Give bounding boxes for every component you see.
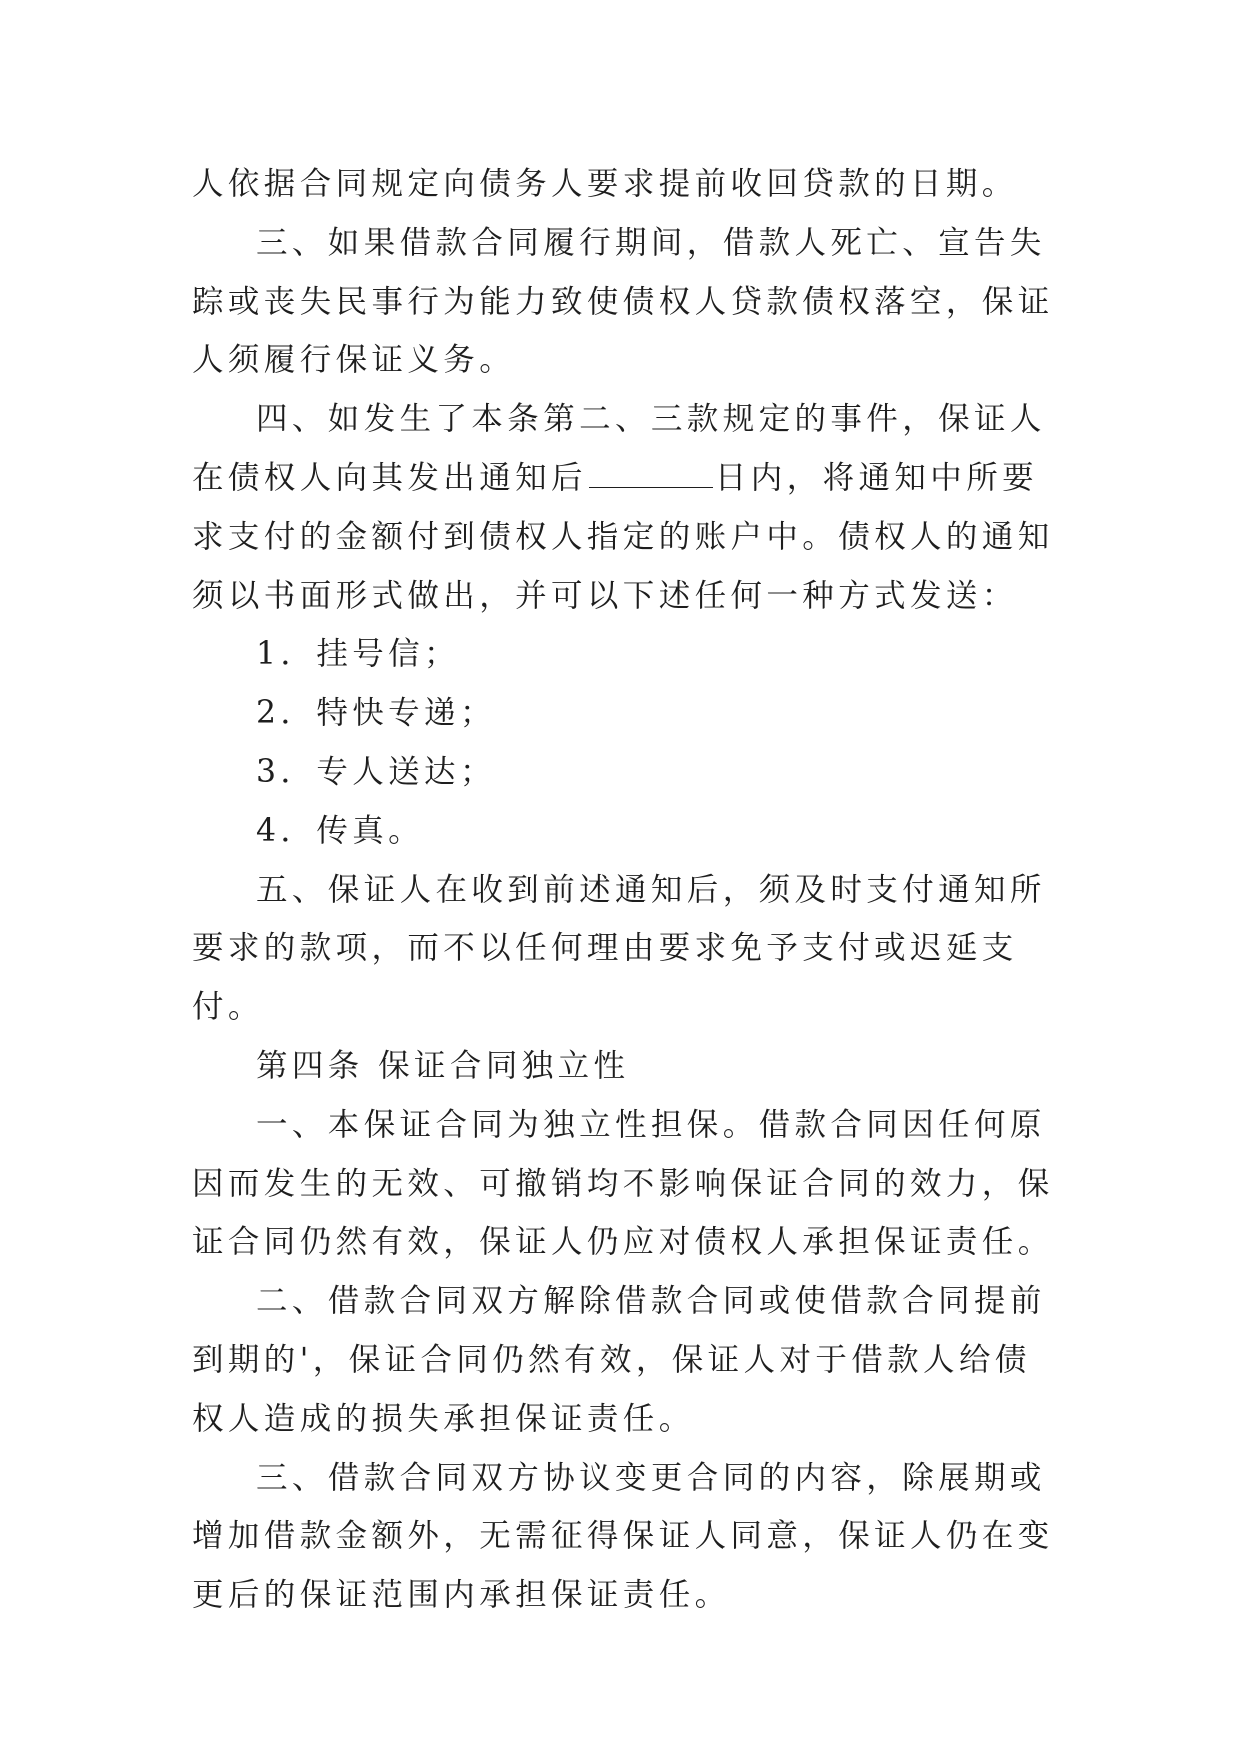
paragraph-article4-clause-two: 二、借款合同双方解除借款合同或使借款合同提前到期的'，保证合同仍然有效，保证人对于借款人给债权人造成的损失承担保证责任。 <box>192 1283 1046 1437</box>
article-heading: 第四条 保证合同独立性 <box>256 1047 630 1084</box>
clause-four-text-before: 四、如发生了本条第二、三款规定的事件，保证人在债权人向其发出通知后 <box>192 401 1046 496</box>
blank-days-field[interactable] <box>589 461 713 488</box>
paragraph-article4-clause-three: 三、借款合同双方协议变更合同的内容，除展期或增加借款金额外，无需征得保证人同意，保证人仍在变更后的保证范围内承担保证责任。 <box>192 1459 1054 1614</box>
paragraph-clause-five: 五、保证人在收到前述通知后，须及时支付通知所要求的款项，而不以任何理由要求免予支付或迟延支付。 <box>192 871 1046 1026</box>
paragraph-continuation: 人依据合同规定向债务人要求提前收回贷款的日期。 <box>192 166 1018 202</box>
list-item-registered-mail: 1．挂号信； <box>256 636 460 673</box>
list-item-personal-delivery: 3．专人送达； <box>256 753 496 790</box>
list-item-fax: 4．传真。 <box>256 812 425 849</box>
paragraph-clause-three: 三、如果借款合同履行期间，借款人死亡、宣告失踪或丧失民事行为能力致使债权人贷款债权落空，保证人须履行保证义务。 <box>192 224 1054 379</box>
clause-four-text-after: 日内，将通知中所要求支付的金额付到债权人指定的账户中。债权人的通知须以书面形式做出，并可以下述任何一种方式发送： <box>192 459 1054 614</box>
paragraph-article4-clause-one: 一、本保证合同为独立性担保。借款合同因任何原因而发生的无效、可撤销均不影响保证合同的效力，保证合同仍然有效，保证人仍应对债权人承担保证责任。 <box>192 1106 1054 1261</box>
document-body <box>192 155 1062 1625</box>
paragraph-clause-four <box>192 390 1062 625</box>
list-item-express-delivery: 2．特快专递； <box>256 695 496 732</box>
